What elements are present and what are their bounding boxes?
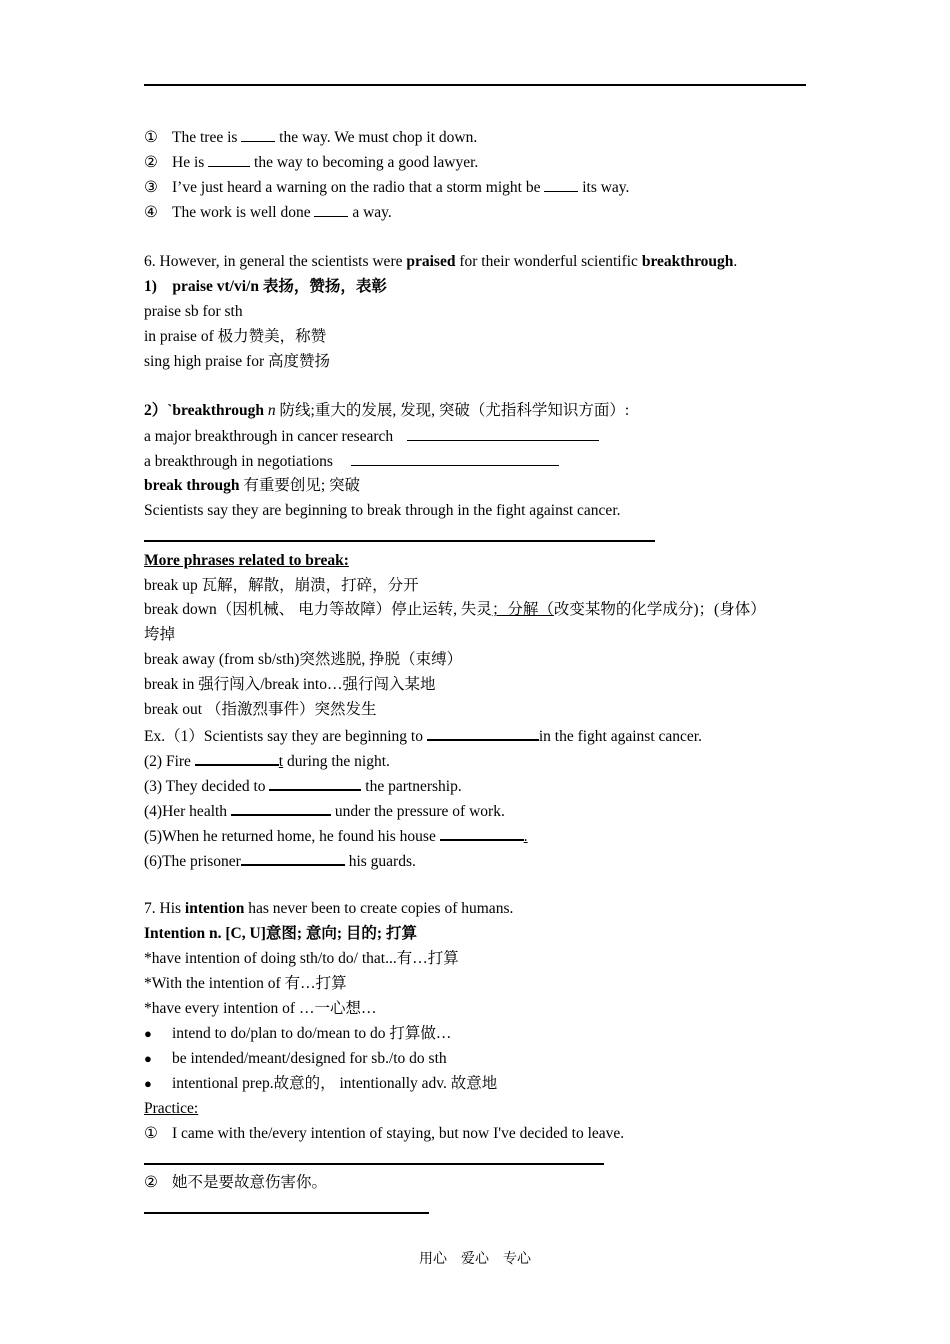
- phrase-line: break away (from sb/sth)突然逃脱, 挣脱（束缚）: [144, 651, 463, 668]
- answer-blank[interactable]: [231, 800, 331, 816]
- breakthrough-example: a breakthrough in negotiations: [144, 451, 559, 472]
- bullet-item: ● intend to do/plan to do/mean to do 打算做…: [144, 1025, 452, 1042]
- page-footer: 用心 爱心 专心: [419, 1252, 531, 1267]
- answer-rule[interactable]: [144, 540, 655, 542]
- section7-sentence: 7. His intention has never been to create copies of humans.: [144, 900, 514, 917]
- bullet-icon: ●: [144, 1076, 152, 1091]
- phrase-line: break in 强行闯入/break into…强行闯入某地: [144, 676, 436, 693]
- praise-line: sing high praise for 高度赞扬: [144, 353, 330, 370]
- phrase-line: break out （指激烈事件）突然发生: [144, 701, 377, 718]
- answer-rule[interactable]: [144, 1212, 429, 1214]
- practice-item: ① The tree is the way. We must chop it down.: [144, 129, 478, 146]
- answer-blank[interactable]: [351, 451, 559, 466]
- answer-blank[interactable]: [314, 202, 348, 217]
- phrase-line-breakdown: break down（因机械、 电力等故障）停止运转, 失灵；分解（改变某物的化学成分)；(身体）: [144, 601, 766, 618]
- exercise-item: (2) Fire t during the night.: [144, 750, 390, 772]
- exercise-item: Ex.（1）Scientists say they are beginning to in the fight against cancer.: [144, 725, 702, 747]
- bullet-icon: ●: [144, 1051, 152, 1066]
- answer-blank[interactable]: [427, 725, 539, 741]
- break-through-phrase: break through 有重要创见; 突破: [144, 477, 361, 494]
- answer-blank[interactable]: [544, 177, 578, 192]
- practice-label: Practice:: [144, 1100, 199, 1117]
- breakthrough-example: a major breakthrough in cancer research: [144, 426, 599, 447]
- intention-heading: Intention n. [C, U]意图; 意向; 目的; 打算: [144, 925, 417, 942]
- intention-phrase: *With the intention of 有…打算: [144, 975, 347, 992]
- answer-rule[interactable]: [144, 1163, 604, 1165]
- exercise-item: (4)Her health under the pressure of work.: [144, 800, 505, 822]
- practice-item: ② He is the way to becoming a good lawyer.: [144, 154, 479, 171]
- practice-item: ④ The work is well done a way.: [144, 204, 392, 221]
- practice-item: ① I came with the/every intention of staying, but now I've decided to leave.: [144, 1125, 625, 1142]
- practice-item: ② 她不是要故意伤害你。: [144, 1174, 328, 1191]
- exercise-item: (6)The prisoner his guards.: [144, 850, 416, 872]
- section6-sentence: 6. However, in general the scientists were praised for their wonderful scientific breakthrough.: [144, 253, 738, 270]
- answer-blank[interactable]: [208, 152, 250, 167]
- practice-item: ③ I’ve just heard a warning on the radio that a storm might be its way.: [144, 179, 630, 196]
- answer-blank[interactable]: [195, 750, 279, 766]
- bullet-item: ● be intended/meant/designed for sb./to do sth: [144, 1050, 447, 1067]
- exercise-item: (5)When he returned home, he found his house .: [144, 825, 528, 847]
- top-rule: [144, 84, 806, 86]
- answer-blank[interactable]: [269, 775, 361, 791]
- bullet-item: ● intentional prep.故意的， intentionally adv. 故意地: [144, 1075, 498, 1092]
- praise-heading: 1) praise vt/vi/n 表扬，赞扬，表彰: [144, 278, 387, 295]
- praise-line: praise sb for sth: [144, 303, 243, 320]
- phrase-line: break up 瓦解，解散，崩溃，打碎，分开: [144, 577, 419, 594]
- answer-blank[interactable]: [440, 825, 524, 841]
- answer-blank[interactable]: [241, 850, 345, 866]
- more-phrases-heading: More phrases related to break:: [144, 552, 349, 569]
- praise-line: in praise of 极力赞美，称赞: [144, 328, 327, 345]
- bullet-icon: ●: [144, 1026, 152, 1041]
- break-through-example: Scientists say they are beginning to break through in the fight against cancer.: [144, 502, 621, 519]
- exercise-item: (3) They decided to the partnership.: [144, 775, 462, 797]
- breakthrough-heading: 2）`breakthrough n 防线;重大的发展, 发现, 突破（尤指科学知识方面）:: [144, 402, 630, 419]
- phrase-line: 垮掉: [144, 626, 176, 643]
- intention-phrase: *have every intention of …一心想…: [144, 1000, 377, 1017]
- answer-blank[interactable]: [407, 426, 599, 441]
- intention-phrase: *have intention of doing sth/to do/ that...有…打算: [144, 950, 459, 967]
- answer-blank[interactable]: [241, 127, 275, 142]
